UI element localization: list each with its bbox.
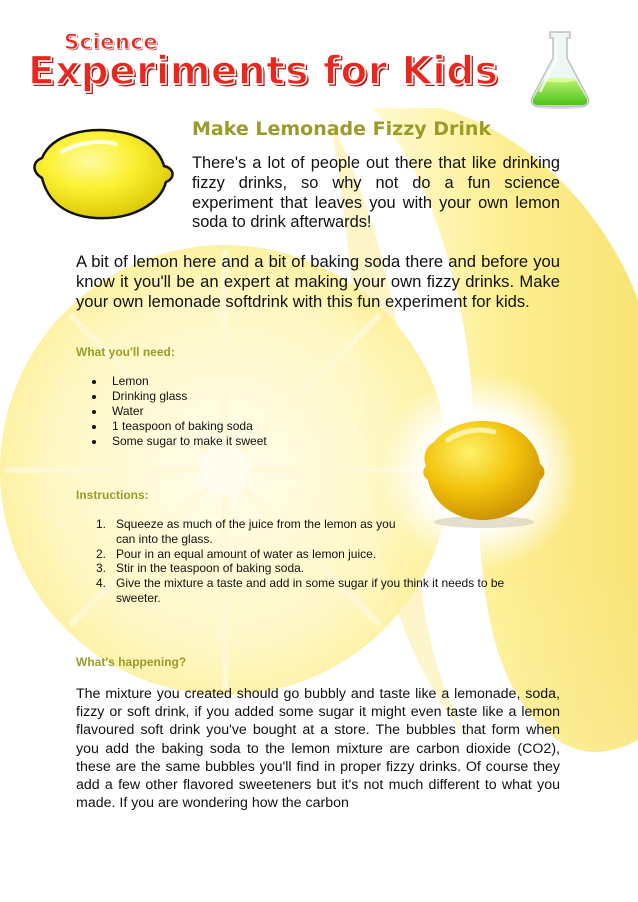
flask-icon [526,26,594,110]
intro-paragraph: There's a lot of people out there that like drinking fizzy drinks, so why not do a fun science experiment that leaves you with your own lemon soda to drink afterwards! [192,154,560,232]
list-item: Lemon [90,374,267,389]
step-text: Pour in an equal amount of water as lemon juice. [116,546,377,561]
instructions-list [96,517,546,606]
list-item: Some sugar to make it sweet [90,434,267,449]
list-item: Drinking glass [90,389,267,404]
step-text: Squeeze as much of the juice from the lemon as you can into the glass. [116,517,396,546]
step-number: 1. [96,517,107,531]
list-item: Water [90,404,267,419]
list-item [96,517,396,547]
explanation-paragraph: The mixture you created should go bubbly and taste like a lemonade, soda, fizzy or soft drink, if you added some sugar it might even taste like a lemon flavoured soft drink you've bought at a store. The bubbles that form when you add the baking soda to the lemon mixture are carbon dioxide (CO2), these are the same bubbles you'll find in proper fizzy drinks. Of course they add a few other flavored sweeteners but it's not much different to what you made. If you are wondering how the carbon [76,686,560,812]
article-title: Make Lemonade Fizzy Drink [192,118,492,140]
lemon-illustration [28,122,178,226]
description-paragraph: A bit of lemon here and a bit of baking soda there and before you know it you'll be an expert at making your own fizzy drinks. Make your own lemonade softdrink with this fun experiment for kids. [76,252,560,311]
needs-heading: What you'll need: [76,345,175,359]
step-text: Give the mixture a taste and add in some sugar if you think it needs to be sweeter. [116,576,505,605]
step-number: 3. [96,561,107,576]
logo-main-text: Experiments for Kids [28,49,499,94]
list-item [96,547,546,562]
list-item [96,561,546,576]
step-text: Stir in the teaspoon of baking soda. [116,561,305,576]
list-item: 1 teaspoon of baking soda [90,419,267,434]
needs-list [90,374,267,449]
list-item [96,576,546,606]
step-number: 2. [96,546,107,561]
step-number: 4. [96,576,107,591]
happening-heading: What's happening? [76,655,187,669]
instructions-heading: Instructions: [76,488,149,502]
logo-science-text: Science [64,30,159,54]
